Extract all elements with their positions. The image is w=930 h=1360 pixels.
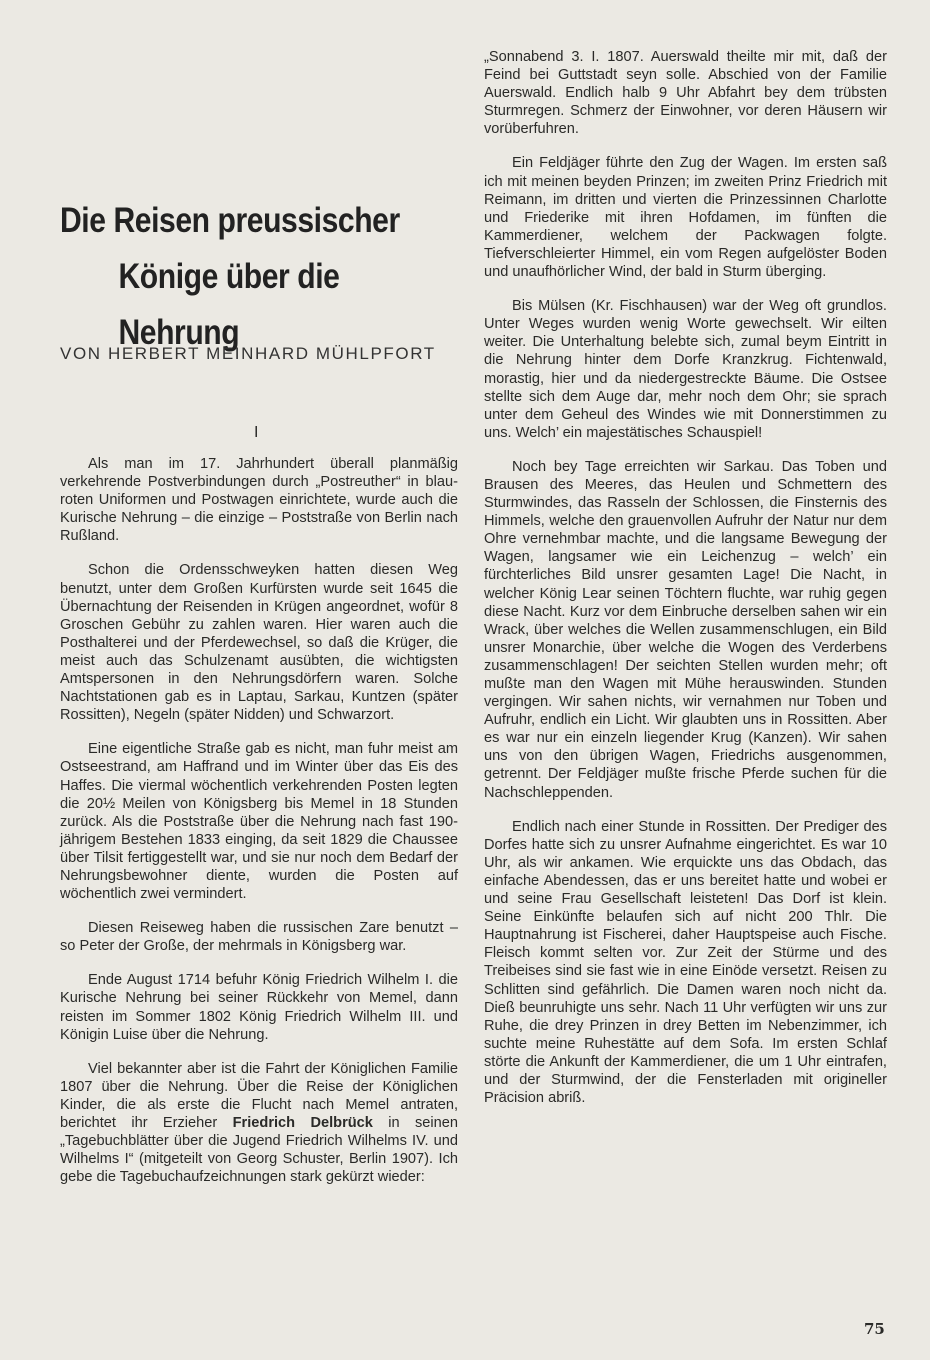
diary-paragraph: Bis Mülsen (Kr. Fischhausen) war der Weg oft grundlos. Unter Weges wurden wenig Worte gewechselt. Wir eilten weiter. Die Unterhaltung belebte sich, zumal beym Eintritt in die Nehrung hinter dem Dorfe Kranzkrug. Fichtenwald, morastig, hier und da niedergestreckte Bäume. Die Ostsee stellte sich dem Auge dar, mehr noch dem Ohr; sie sprach unter dem Geheul des Windes wie mit Donnerstimmen zu uns. Welch’ ein majestätisches Schauspiel! <box>484 298 887 441</box>
paragraph: Ende August 1714 befuhr König Friedrich Wilhelm I. die Kurische Nehrung bei seiner Rückkehr von Memel, dann reisten im Sommer 1802 König Friedrich Wilhelm III. und Königin Luise über die Nehrung. <box>60 972 458 1043</box>
diary-paragraph: Ein Feldjäger führte den Zug der Wagen. Im ersten saß ich mit meinen beyden Prinzen; im zweiten Prinz Friedrich mit Reimann, im dritten und vierten die Prinzessinnen Charlotte und Friederike mit ihren Hofdamen, im fünften die Kammerdiener, welchem der Packwagen folgte. Tiefverschleierter Himmel, ein vom Regen aufgelöster Boden und unaufhörlicher Wind, der bald in Sturm überging. <box>484 155 887 281</box>
paragraph-delbrueck <box>60 1060 458 1187</box>
section-number: I <box>254 424 259 441</box>
left-column <box>60 455 458 1202</box>
page-number: 75 <box>864 1320 885 1338</box>
paragraph: Als man im 17. Jahrhundert überall planmäßig verkehrende Postverbindungen durch „Postreuther“ in blau-roten Uniformen und Postwagen einrichtete, wurde auch die Kurische Nehrung – die einzige – Poststraße von Berlin nach Rußland. <box>60 456 458 545</box>
title-line-2: Könige über die Nehrung <box>118 257 340 352</box>
title-line-1: Die Reisen preussischer <box>60 201 400 240</box>
right-column <box>484 48 887 1123</box>
article-title <box>60 193 413 361</box>
diary-paragraph: Noch bey Tage erreichten wir Sarkau. Das Toben und Brausen des Meeres, das Heulen und Schmettern des Sturmwindes, das Rasseln der Schlossen, die Finsternis des Himmels, welche den grauenvollen Aufruhr der Natur nur dem Ohre vernehmbar machte, und die langsame Bewegung der Wagen, langsamer wie ein Leichenzug – welch’ ein fürchterliches Bild unsrer gesamten Lage! Die Nacht, in welcher König Lear seinen Töchtern fluchte, war ruhig gegen diese Nacht. Kurz vor dem Einbruche derselben sahen wir ein Wrack, über welches die Wellen zusammenschlugen, ein Bild unsrer Monarchie, über welche die Wogen des Verderbens zusammenschlagen! Der seichten Stellen wurden mehr; oft mußte man den Wagen mit Mühe herauswinden. Stunden vergingen. Wir sahen nichts, wir vernahmen nur Toben und Aufruhr, endlich ein Licht. Wir glaubten uns in Rossitten. Aber es war nur ein einzeln liegender Krug (Kanzen). Wir sahen uns von den übrigen Wagen, Friedrichs ausgenommen, getrennt. Der Feldjäger mußte frische Pferde suchen für die Nachschleppenden. <box>484 458 887 801</box>
author-name-bold: Friedrich Delbrück <box>232 1115 373 1131</box>
paragraph-text: in seinen „Tagebuchblätter über die Jugend Friedrich Wilhelms IV. und Wilhelms I“ (mitgeteilt von Georg Schuster, Berlin 1907). Ich gebe die Tagebuchaufzeichnungen stark gekürzt wieder: <box>60 1115 458 1186</box>
paragraph: Eine eigentliche Straße gab es nicht, man fuhr meist am Ostseestrand, am Haffrand und im Winter über das Eis des Haffes. Die viermal wöchentlich verkehrenden Posten legten die 20½ Meilen von Königsberg bis Memel in 18 Stunden zurück. Als die Poststraße über die Nehrung nach fast 190-jährigem Bestehen 1833 einging, da seit 1829 die Chaussee über Tilsit fertiggestellt war, und sie nur noch dem Bedarf der Nehrungsbewohner diente, wurden die Posten auf wöchentlich zwei vermindert. <box>60 741 458 903</box>
diary-paragraph: „Sonnabend 3. I. 1807. Auerswald theilte mir mit, daß der Feind bei Guttstadt seyn solle. Abschied von der Familie Auerswald. Endlich halb 9 Uhr Abfahrt bey dem trübsten Sturmregen. Schmerz der Einwohner, vor deren Häusern wir vorüberfuhren. <box>484 49 887 138</box>
paragraph: Diesen Reiseweg haben die russischen Zare benutzt – so Peter der Große, der mehrmals in Königsberg war. <box>60 920 458 955</box>
author-byline: VON HERBERT MEINHARD MÜHLPFORT <box>60 344 436 363</box>
diary-paragraph: Endlich nach einer Stunde in Rossitten. Der Prediger des Dorfes hatte sich zu unsrer Aufnahme eingerichtet. Es war 10 Uhr, als wir ankamen. Wie erquickte uns das Obdach, das einfache Abendessen, das er uns bereitet hatte und wobei er und seine Frau Gesellschaft leisteten! Das Dorf ist klein. Seine Einkünfte belaufen sich auf nicht 200 Thlr. Die Hauptnahrung ist Fischerei, daher Hauptspeise auch Fische. Fleisch kommt selten vor. Zur Zeit der Stürme und des Treibeises sind sie fast wie in eine Einöde versetzt. Reisen zu Schlitten sind gefährlich. Die Damen waren noch nicht da. Dieß beunruhigte uns sehr. Nach 11 Uhr verfügten wir uns zur Ruhe, die drey Prinzen in drey Betten im Nebenzimmer, ich suchte meine Ruhestätte auf dem Sofa. Im ersten Schlaf störte die Ankunft der Kammerdiener, die um 1 Uhr eintrafen, und der Sturmwind, der die Fensterladen mit origineller Präcision abriß. <box>484 818 887 1107</box>
paragraph: Schon die Ordensschweyken hatten diesen Weg benutzt, unter dem Großen Kurfürsten wurde seit 1645 die Übernachtung der Reisenden in Krügen angeordnet, wofür 8 Groschen Gebühr zu zahlen waren. Hier waren auch die Posthalterei und der Pferdewechsel, so daß die Krüger, die meist auch das Schulzenamt ausübten, die wichtigsten Amtspersonen in den Nehrungsdörfern waren. Solche Nachtstationen gab es in Laptau, Sarkau, Kuntzen (später Rossitten), Negeln (später Nidden) und Schwarzort. <box>60 562 458 724</box>
paragraph-text: Viel bekannter aber ist die Fahrt der Königlichen Familie 1807 über die Nehrung. Über die Reise der Königlichen Kinder, die als erste die Flucht nach Memel antraten, berichtet ihr Erzieher <box>60 1060 458 1131</box>
